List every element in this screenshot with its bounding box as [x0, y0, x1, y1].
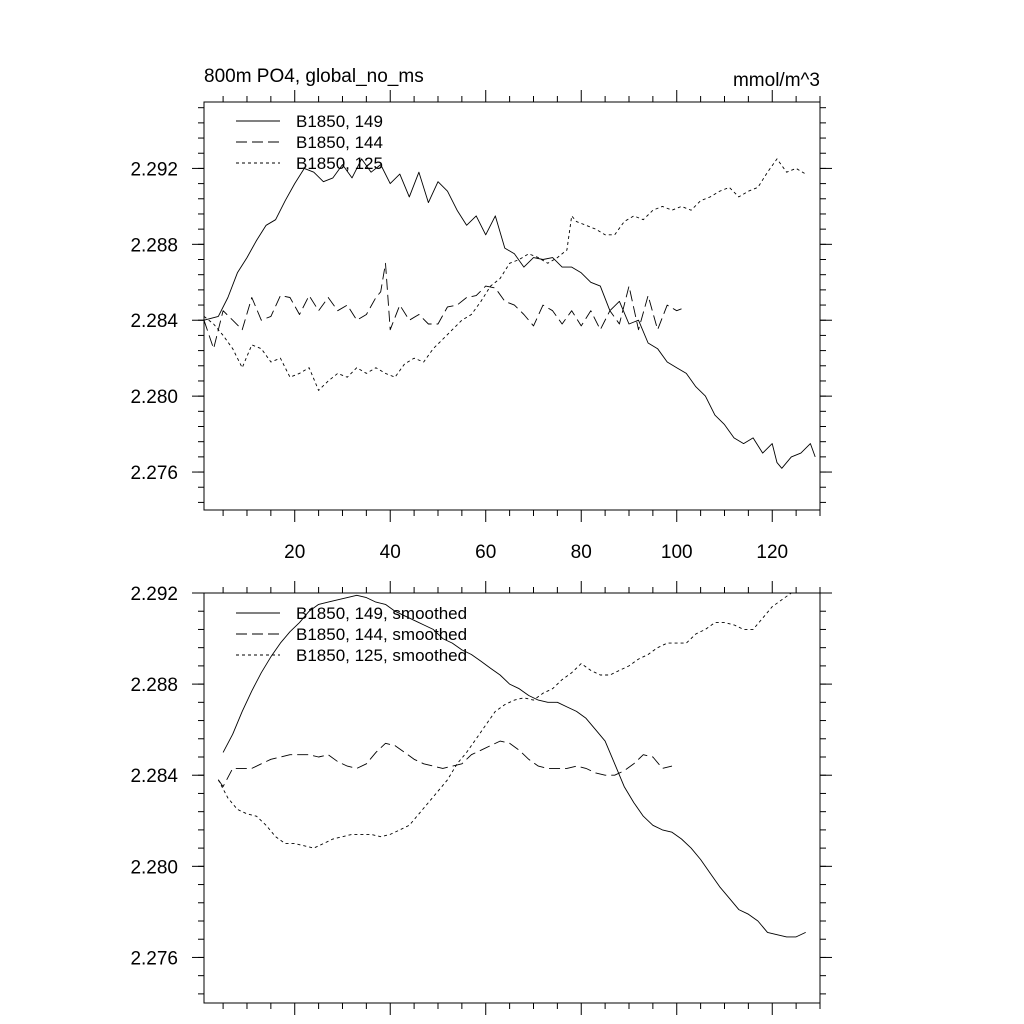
legend-label: B1850, 125: [296, 154, 383, 173]
series-line-dashed: [218, 741, 672, 787]
x-tick-label: 120: [756, 542, 789, 563]
top-units-label: mmol/m^3: [732, 70, 820, 91]
bottom-tick-labels: [130, 584, 178, 969]
x-tick-label: 60: [475, 542, 497, 563]
legend-label: B1850, 144, smoothed: [296, 625, 468, 644]
y-tick-label: 2.284: [130, 311, 178, 333]
legend-label: B1850, 149, smoothed: [296, 604, 468, 623]
legend-label: B1850, 149: [296, 112, 383, 131]
top-axis-ticks: [192, 90, 832, 522]
series-line-dashed: [204, 263, 682, 348]
top-tick-labels: [130, 159, 788, 563]
y-tick-label: 2.284: [130, 766, 178, 788]
bottom-series: [218, 593, 805, 937]
y-tick-label: 2.276: [130, 948, 178, 970]
y-tick-label: 2.280: [130, 387, 178, 409]
series-line-dotted: [204, 159, 806, 391]
y-tick-label: 2.292: [130, 159, 178, 181]
x-tick-label: 80: [570, 542, 592, 563]
top-legend: [236, 112, 383, 173]
y-tick-label: 2.292: [130, 584, 178, 605]
top-series: [204, 159, 815, 468]
x-tick-label: 20: [284, 542, 306, 563]
x-tick-label: 100: [660, 542, 693, 563]
top-chart-title: 800m PO4, global_no_ms: [204, 66, 424, 87]
bottom-panel: [130, 581, 832, 1015]
bottom-axis-ticks: [192, 581, 832, 1015]
y-tick-label: 2.280: [130, 857, 178, 879]
y-tick-label: 2.276: [130, 463, 178, 485]
x-tick-label: 40: [379, 542, 401, 563]
series-line-solid: [204, 159, 815, 468]
legend-label: B1850, 144: [296, 133, 383, 152]
y-tick-label: 2.288: [130, 675, 178, 697]
bottom-legend: [236, 604, 467, 665]
y-tick-label: 2.288: [130, 235, 178, 257]
legend-label: B1850, 125, smoothed: [296, 646, 468, 665]
top-panel: [130, 66, 832, 563]
